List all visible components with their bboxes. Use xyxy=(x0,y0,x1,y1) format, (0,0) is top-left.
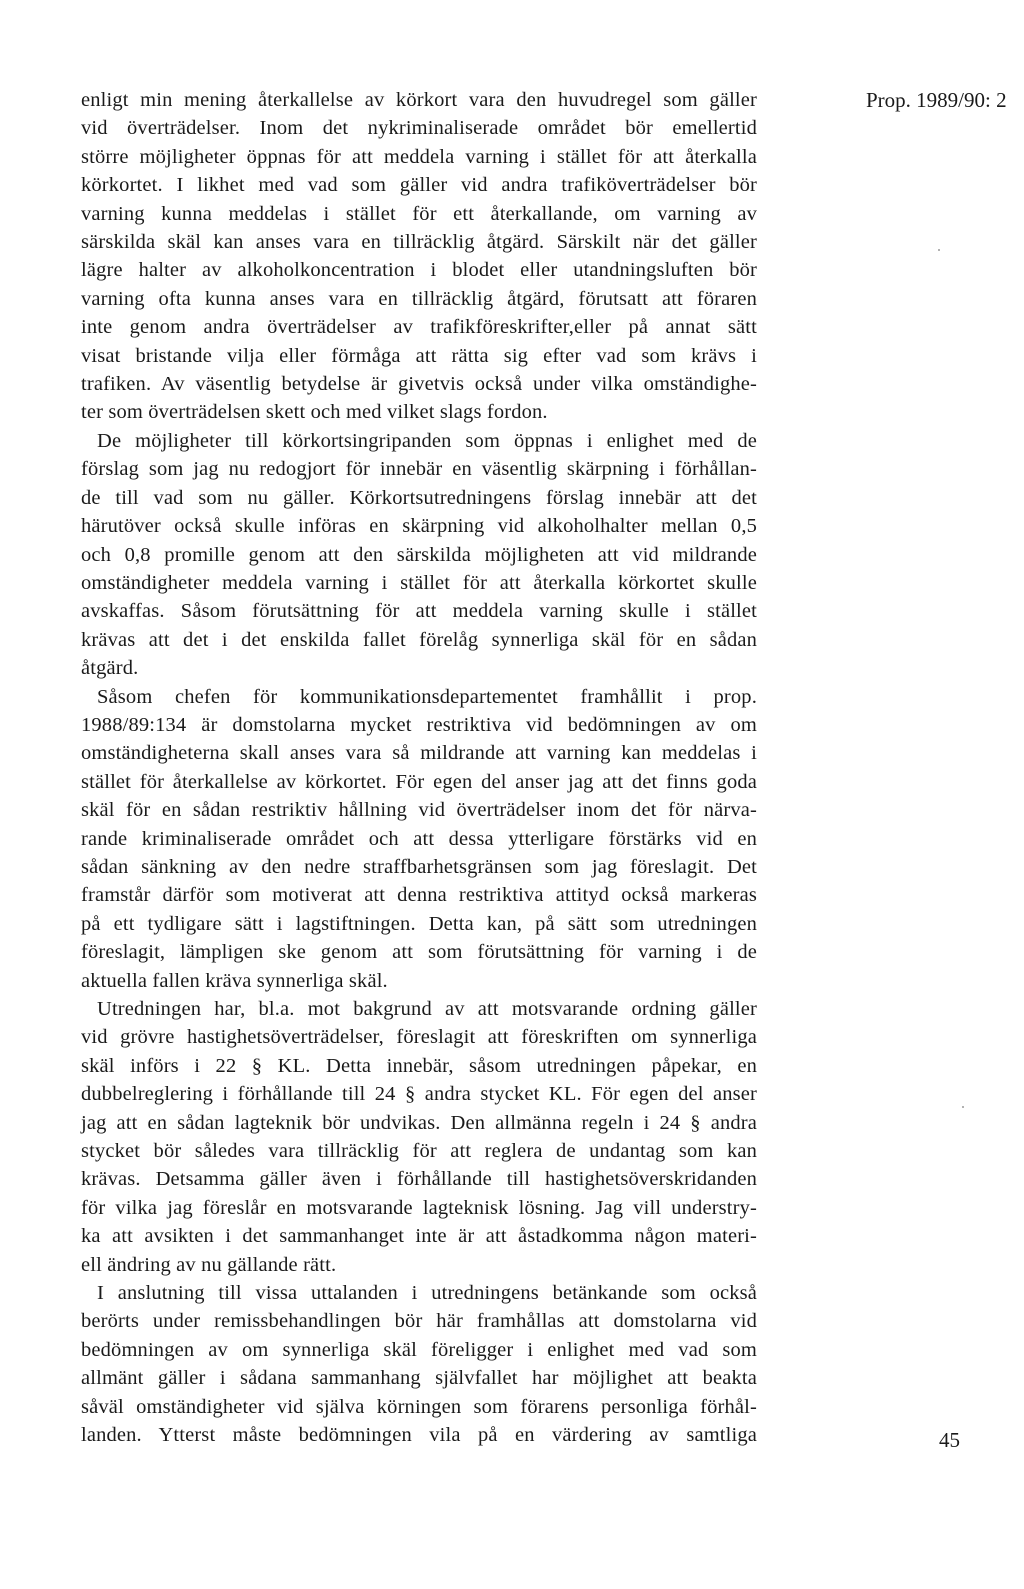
text-line: rande kriminaliserade området och att dessa ytterligare förstärks vid en xyxy=(81,827,757,850)
text-line: större möjligheter öppnas för att meddela varning i stället för att återkalla xyxy=(81,145,757,168)
scan-speck xyxy=(962,1106,964,1108)
text-line: allmänt gäller i sådana sammanhang självfallet har möjlighet att beakta xyxy=(81,1367,757,1390)
text-line: dubbelreglering i förhållande till 24 § andra stycket KL. För egen del anser xyxy=(81,1083,757,1106)
text-line: härutöver också skulle införas en skärpning vid alkoholhalter mellan 0,5 xyxy=(81,515,757,538)
text-line: ter som överträdelsen skett och med vilket slags fordon. xyxy=(81,401,548,424)
text-line: skäl för en sådan restriktiv hållning vid överträdelser inom det för närva- xyxy=(81,799,757,822)
text-line: lägre halter av alkoholkoncentration i blodet eller utandningsluften bör xyxy=(81,259,757,282)
text-line: aktuella fallen kräva synnerliga skäl. xyxy=(81,969,388,992)
text-line: I anslutning till vissa uttalanden i utredningens betänkande som också xyxy=(97,1282,757,1305)
text-line: krävas. Detsamma gäller även i förhållande till hastighetsöverskridanden xyxy=(81,1168,757,1191)
text-line: 1988/89:134 är domstolarna mycket restriktiva vid bedömningen av om xyxy=(81,713,757,736)
text-line: för vilka jag föreslår en motsvarande lagteknisk lösning. Jag vill understry- xyxy=(81,1196,757,1219)
text-line: särskilda skäl kan anses vara en tillräcklig åtgärd. Särskilt när det gäller xyxy=(81,231,757,254)
text-line: och 0,8 promille genom att den särskilda möjligheten att vid mildrande xyxy=(81,543,757,566)
text-line: Såsom chefen för kommunikationsdepartementet framhållit i prop. xyxy=(97,685,757,708)
text-line: skäl införs i 22 § KL. Detta innebär, såsom utredningen påpekar, en xyxy=(81,1054,757,1077)
body-text xyxy=(81,86,757,1450)
text-line: Utredningen har, bl.a. mot bakgrund av att motsvarande ordning gäller xyxy=(97,998,757,1020)
text-line: vid grövre hastighetsöverträdelser, föreslagit att föreskriften om synnerliga xyxy=(81,1026,757,1049)
paragraph-2 xyxy=(81,427,757,683)
paragraph-5 xyxy=(81,1279,757,1449)
text-line: visat bristande vilja eller förmåga att rätta sig efter vad som krävs i xyxy=(81,344,757,367)
text-line: bedömningen av om synnerliga skäl föreligger i enlighet med vad som xyxy=(81,1338,757,1361)
text-line: framstår därför som motiverat att denna restriktiva attityd också markeras xyxy=(81,884,757,907)
text-line: jag att en sådan lagteknik bör undvikas. Den allmänna regeln i 24 § andra xyxy=(81,1111,757,1134)
text-line: avskaffas. Såsom förutsättning för att meddela varning skulle i stället xyxy=(81,600,757,623)
text-line: trafiken. Av väsentlig betydelse är givetvis också under vilka omständighe- xyxy=(81,373,757,396)
text-line: inte genom andra överträdelser av trafikföreskrifter,eller på annat sätt xyxy=(81,316,757,339)
text-line: på ett tydligare sätt i lagstiftningen. Detta kan, på sätt som utredningen xyxy=(81,912,757,935)
page-number: 45 xyxy=(939,1428,960,1452)
text-line: landen. Ytterst måste bedömningen vila på en värdering av samtliga xyxy=(81,1424,757,1447)
running-head-reference: Prop. 1989/90: 2 xyxy=(866,88,1007,112)
text-line: ell ändring av nu gällande rätt. xyxy=(81,1253,337,1276)
text-line: körkortet. I likhet med vad som gäller vid andra trafiköverträdelser bör xyxy=(81,174,757,197)
text-line: varning ofta kunna anses vara en tillräcklig åtgärd, förutsatt att föraren xyxy=(81,287,757,310)
text-line: De möjligheter till körkortsingripanden som öppnas i enlighet med de xyxy=(97,429,757,452)
text-line: ka att avsikten i det sammanhanget inte är att åstadkomma någon materi- xyxy=(81,1225,757,1248)
paragraph-3 xyxy=(81,683,757,995)
text-line: krävas att det i det enskilda fallet förelåg synnerliga skäl för en sådan xyxy=(81,628,757,651)
text-line: vid överträdelser. Inom det nykriminaliserade området bör emellertid xyxy=(81,117,757,140)
text-line: stycket bör således vara tillräcklig för att reglera de undantag som kan xyxy=(81,1140,757,1163)
text-line: sådan sänkning av den nedre straffbarhetsgränsen som jag föreslagit. Det xyxy=(81,855,757,878)
paragraph-1 xyxy=(81,86,757,427)
text-line: föreslagit, lämpligen ske genom att som förutsättning för varning i de xyxy=(81,941,757,964)
text-line: omständigheterna skall anses vara så mildrande att varning kan meddelas i xyxy=(81,742,757,765)
text-line: åtgärd. xyxy=(81,657,139,680)
text-line: stället för återkallelse av körkortet. För egen del anser jag att det finns goda xyxy=(81,770,757,793)
text-line: omständigheter meddela varning i stället för att återkalla körkortet skulle xyxy=(81,571,757,594)
text-line: de till vad som nu gäller. Körkortsutredningens förslag innebär att det xyxy=(81,486,757,509)
text-line: såväl omständigheter vid själva körningen som förarens personliga förhål- xyxy=(81,1395,757,1418)
text-line: varning kunna meddelas i stället för ett återkallande, om varning av xyxy=(81,202,757,225)
paragraph-4 xyxy=(81,995,757,1279)
text-line: enligt min mening återkallelse av körkort vara den huvudregel som gäller xyxy=(81,89,757,111)
text-line: berörts under remissbehandlingen bör här framhållas att domstolarna vid xyxy=(81,1310,757,1333)
scan-speck xyxy=(938,249,940,251)
text-line: förslag som jag nu redogjort för innebär en väsentlig skärpning i förhållan- xyxy=(81,458,757,481)
